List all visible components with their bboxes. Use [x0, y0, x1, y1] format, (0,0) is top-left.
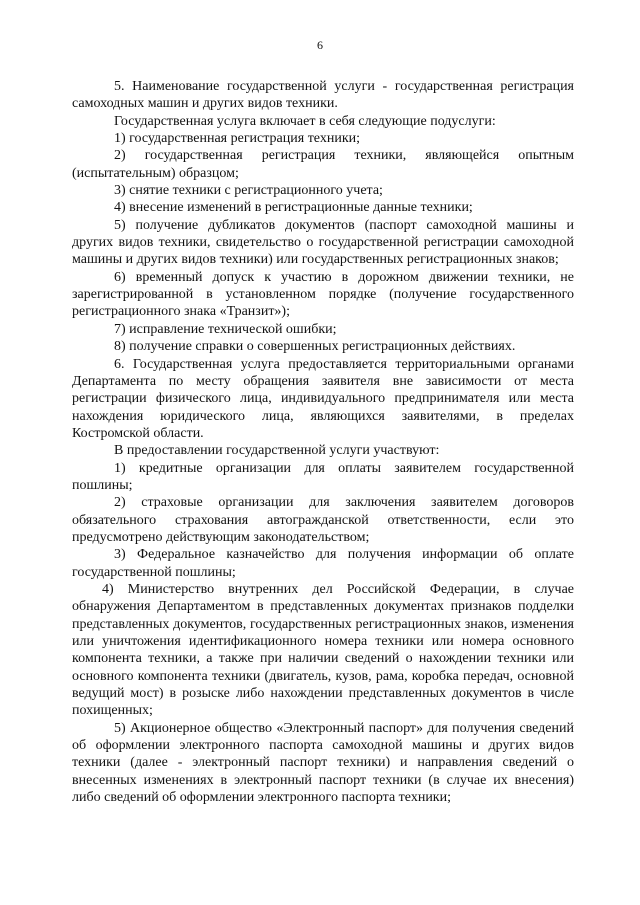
- list-item-subservice-3: 3) снятие техники с регистрационного учета;: [114, 183, 383, 199]
- list-item-subservice-6: 6) временный допуск к участию в дорожном движении техники, не зарегистрированной в установленном порядке (получение государственного регистрационного знака «Транзит»);: [72, 269, 574, 320]
- paragraph-service-provision: 6. Государственная услуга предоставляется территориальными органами Департамента по месту обращения заявителя вне зависимости от места регистрации физического лица, индивидуального предпринимателя или места нахождения юридического лица, являющихся заявителями, в пределах Костромской области.: [72, 356, 574, 441]
- list-item-participant-5: 5) Акционерное общество «Электронный паспорт» для получения сведений об оформлении электронного паспорта самоходной машины и других видов техники (далее - электронный паспорт техники) и направления сведений о внесенных изменениях в электронный паспорт техники (в случае их внесения) либо сведений об оформлении электронного паспорта техники;: [72, 720, 574, 806]
- list-item-participant-2: 2) страховые организации для заключения заявителем договоров обязательного страхования автогражданской ответственности, если это предусмотрено действующим законодательством;: [72, 495, 574, 545]
- list-item-participant-1: 1) кредитные организации для оплаты заявителем государственной пошлины;: [72, 460, 574, 493]
- list-item-participant-3: 3) Федеральное казначейство для получения информации об оплате государственной пошлины;: [72, 547, 574, 580]
- paragraph-subservices-intro: Государственная услуга включает в себя следующие подуслуги:: [114, 113, 496, 129]
- list-item-subservice-7: 7) исправление технической ошибки;: [114, 321, 337, 337]
- list-item-subservice-8: 8) получение справки о совершенных регистрационных действиях.: [114, 339, 516, 355]
- document-body: [72, 78, 574, 806]
- list-item-subservice-1: 1) государственная регистрация техники;: [114, 131, 361, 147]
- page-number: 6: [317, 38, 323, 52]
- paragraph-participants-intro: В предоставлении государственной услуги участвуют:: [114, 443, 440, 459]
- list-item-subservice-4: 4) внесение изменений в регистрационные данные техники;: [114, 200, 473, 216]
- list-item-subservice-2: 2) государственная регистрация техники, являющейся опытным (испытательным) образцом;: [72, 148, 574, 181]
- list-item-subservice-5: 5) получение дубликатов документов (паспорт самоходной машины и других видов техники, свидетельство о государственной регистрации самоходной машины и других видов техники) или государственных регистрационных знаков;: [72, 217, 574, 268]
- list-item-participant-4: 4) Министерство внутренних дел Российской Федерации, в случае обнаружения Департаментом в представленных документах признаков подделки представленных документов, государственных регистрационных знаков, изменения или уничтожения идентификационного номера техники или номера основного компонента техники, а также при наличии сведений о нахождении техники или основного компонента техники (двигатель, кузов, рама, коробка передач, основной ведущий мост) в розыске либо нахождении представленных документов в числе похищенных;: [72, 581, 574, 719]
- paragraph-service-name: 5. Наименование государственной услуги - государственная регистрация самоходных машин и других видов техники.: [72, 79, 574, 112]
